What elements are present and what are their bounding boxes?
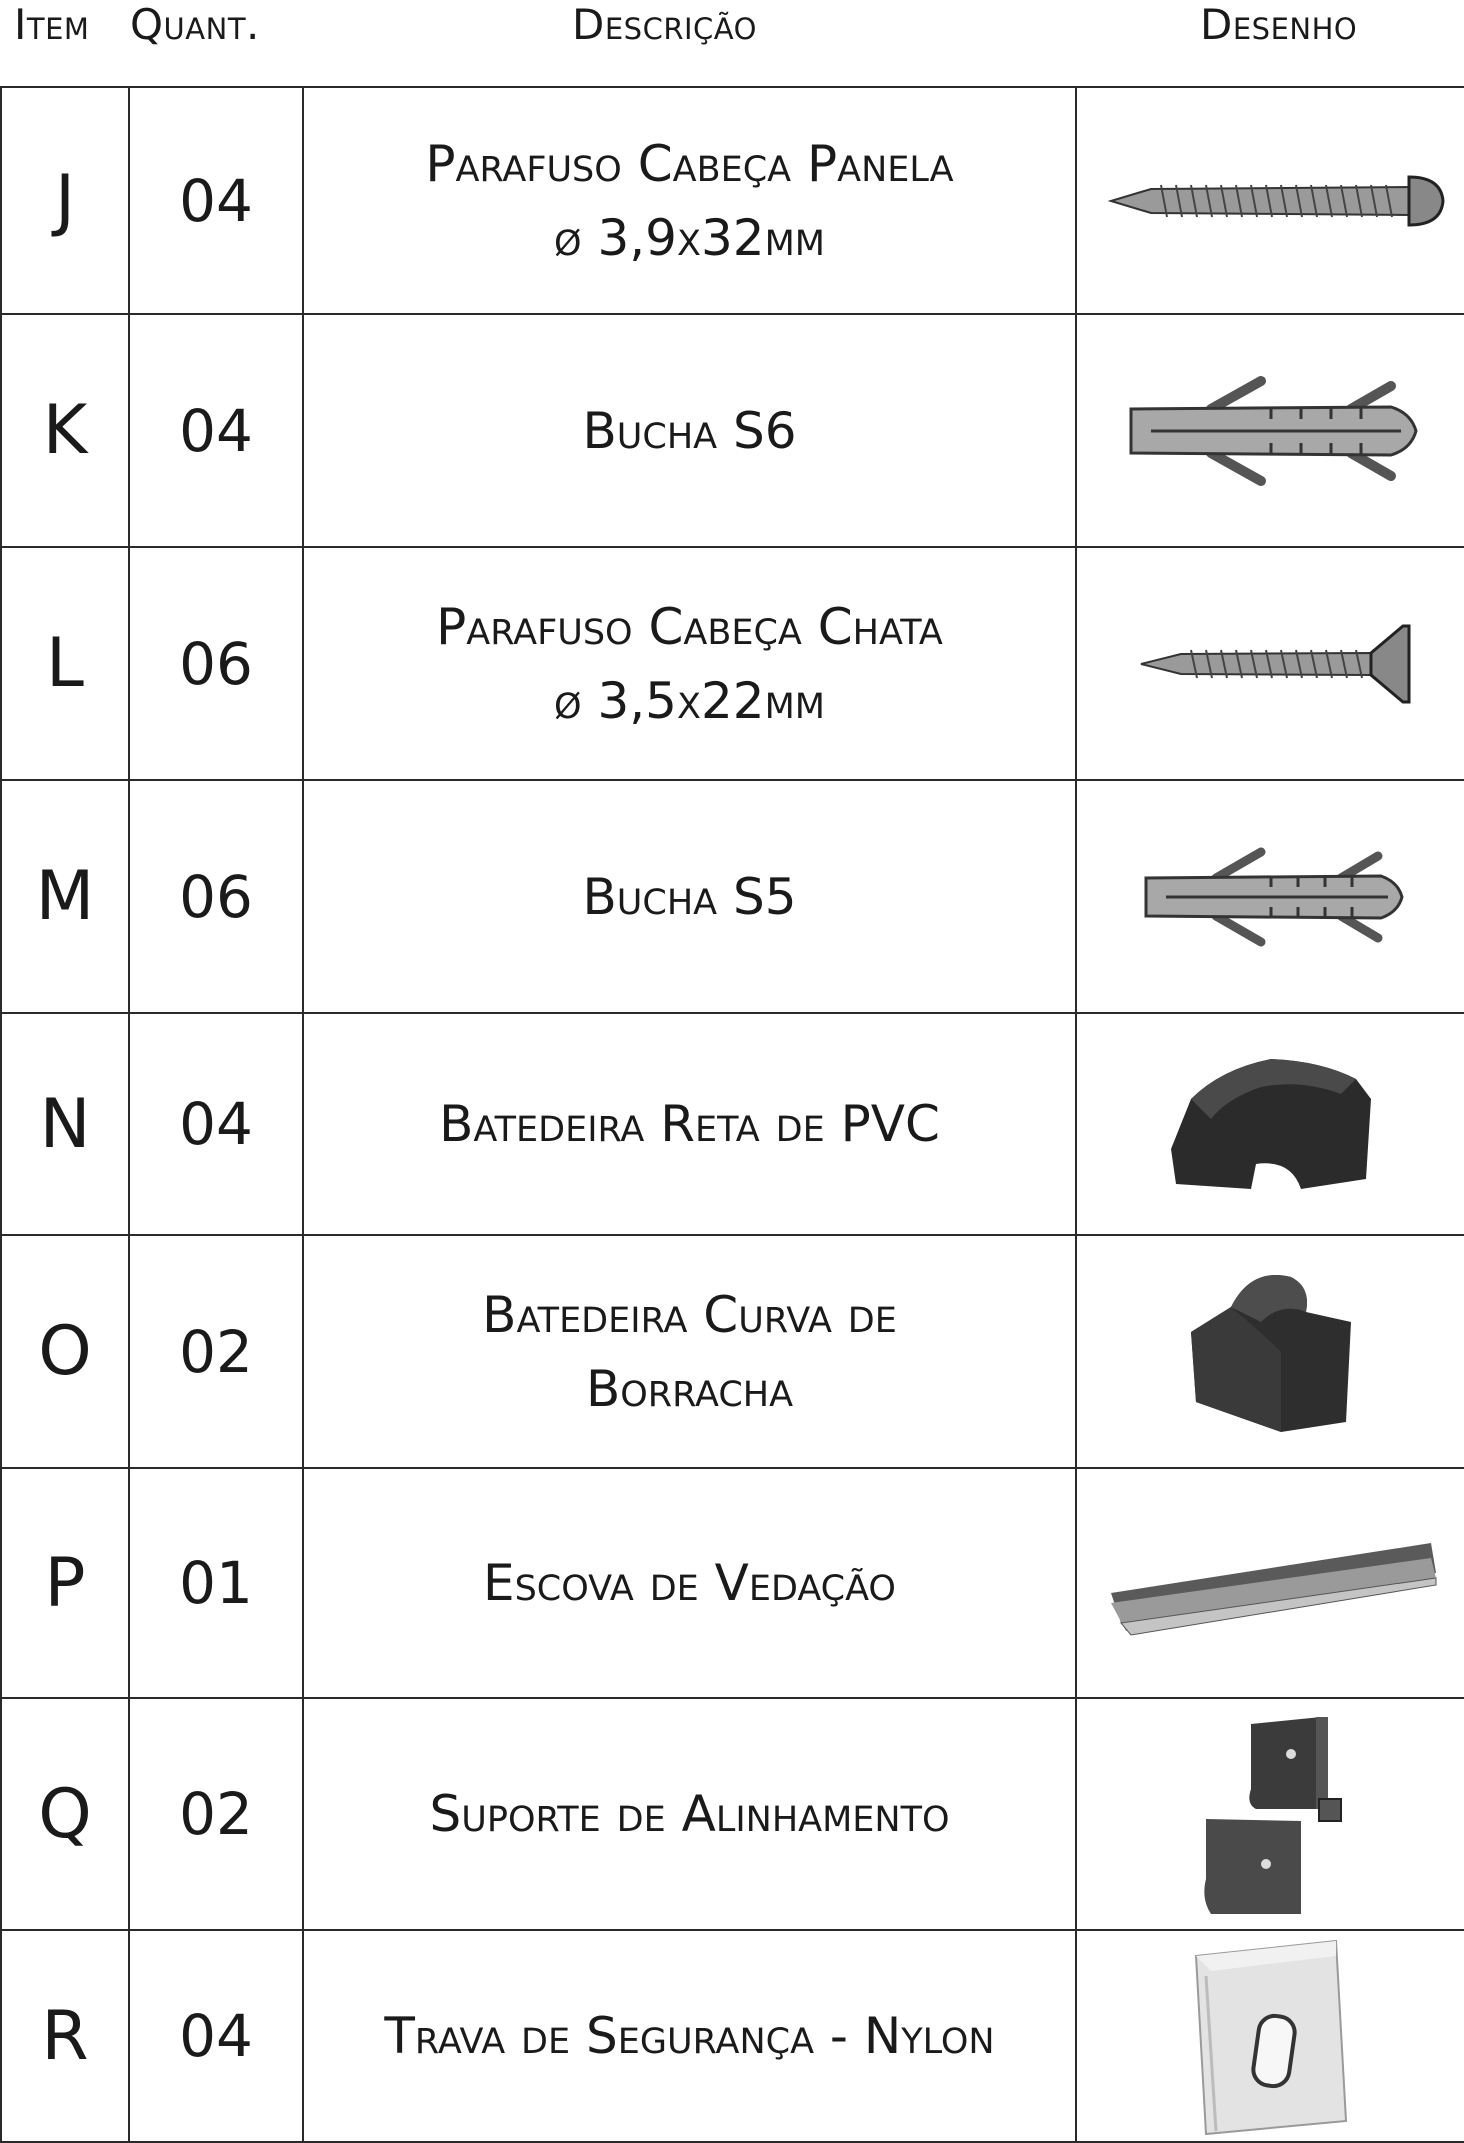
table-row <box>1 1235 1464 1468</box>
item-description <box>303 1235 1076 1468</box>
rubber-stopper-icon <box>1171 1252 1371 1452</box>
item-drawing <box>1076 1235 1464 1468</box>
item-quantity: 04 <box>129 1013 303 1235</box>
description-line-2: ø 3,9x32mm <box>554 208 825 267</box>
header-descricao: Descrição <box>572 0 757 49</box>
description-line-1: Trava de Segurança - Nylon <box>384 2007 995 2065</box>
item-quantity: 04 <box>129 314 303 547</box>
header-quant: Quant. <box>130 0 260 49</box>
description-line-1: Suporte de Alinhamento <box>429 1785 950 1843</box>
table-row <box>1 1013 1464 1235</box>
item-description <box>303 1468 1076 1698</box>
item-drawing <box>1076 1013 1464 1235</box>
description-line-1: Bucha S5 <box>582 867 797 926</box>
item-letter: J <box>1 87 129 314</box>
parts-table <box>0 86 1464 2143</box>
item-quantity: 02 <box>129 1698 303 1930</box>
item-drawing <box>1076 314 1464 547</box>
header-desenho: Desenho <box>1200 0 1358 49</box>
item-letter: Q <box>1 1698 129 1930</box>
item-letter: L <box>1 547 129 780</box>
item-description <box>303 314 1076 547</box>
item-description <box>303 1013 1076 1235</box>
item-drawing <box>1076 87 1464 314</box>
nylon-lock-icon <box>1186 1936 1356 2136</box>
description-line-1: Batedeira Reta de PVC <box>439 1095 940 1153</box>
description-line-1: Batedeira Curva de <box>482 1285 897 1344</box>
item-letter: K <box>1 314 129 547</box>
item-letter: P <box>1 1468 129 1698</box>
item-drawing <box>1076 547 1464 780</box>
item-letter: M <box>1 780 129 1013</box>
item-quantity: 04 <box>129 87 303 314</box>
table-row <box>1 780 1464 1013</box>
item-quantity: 04 <box>129 1930 303 2142</box>
item-drawing <box>1076 780 1464 1013</box>
item-quantity: 01 <box>129 1468 303 1698</box>
table-row <box>1 1930 1464 2142</box>
description-line-2: ø 3,5x22mm <box>554 671 825 730</box>
item-quantity: 06 <box>129 547 303 780</box>
alignment-bracket-icon <box>1191 1709 1351 1919</box>
table-row <box>1 547 1464 780</box>
flat-head-screw-icon <box>1111 614 1431 714</box>
wall-plug-icon <box>1111 361 1431 501</box>
description-line-2: Borracha <box>585 1359 794 1418</box>
item-quantity: 02 <box>129 1235 303 1468</box>
description-line-1: Parafuso Cabeça Panela <box>425 134 954 193</box>
item-description <box>303 87 1076 314</box>
brush-seal-icon <box>1091 1523 1451 1643</box>
description-line-1: Escova de Vedação <box>483 1554 896 1612</box>
item-description <box>303 1930 1076 2142</box>
pvc-stopper-icon <box>1151 1039 1391 1209</box>
header-item: Item <box>14 0 90 49</box>
pan-head-screw-icon <box>1091 151 1451 251</box>
description-line-1: Parafuso Cabeça Chata <box>436 597 943 656</box>
item-description <box>303 1698 1076 1930</box>
item-description <box>303 780 1076 1013</box>
table-row <box>1 1698 1464 1930</box>
table-row <box>1 1468 1464 1698</box>
item-letter: O <box>1 1235 129 1468</box>
item-drawing <box>1076 1698 1464 1930</box>
item-letter: N <box>1 1013 129 1235</box>
item-drawing <box>1076 1468 1464 1698</box>
wall-plug-icon <box>1126 832 1416 962</box>
table-row <box>1 314 1464 547</box>
item-description <box>303 547 1076 780</box>
item-drawing <box>1076 1930 1464 2142</box>
item-letter: R <box>1 1930 129 2142</box>
description-line-1: Bucha S6 <box>582 401 797 460</box>
table-row <box>1 87 1464 314</box>
item-quantity: 06 <box>129 780 303 1013</box>
